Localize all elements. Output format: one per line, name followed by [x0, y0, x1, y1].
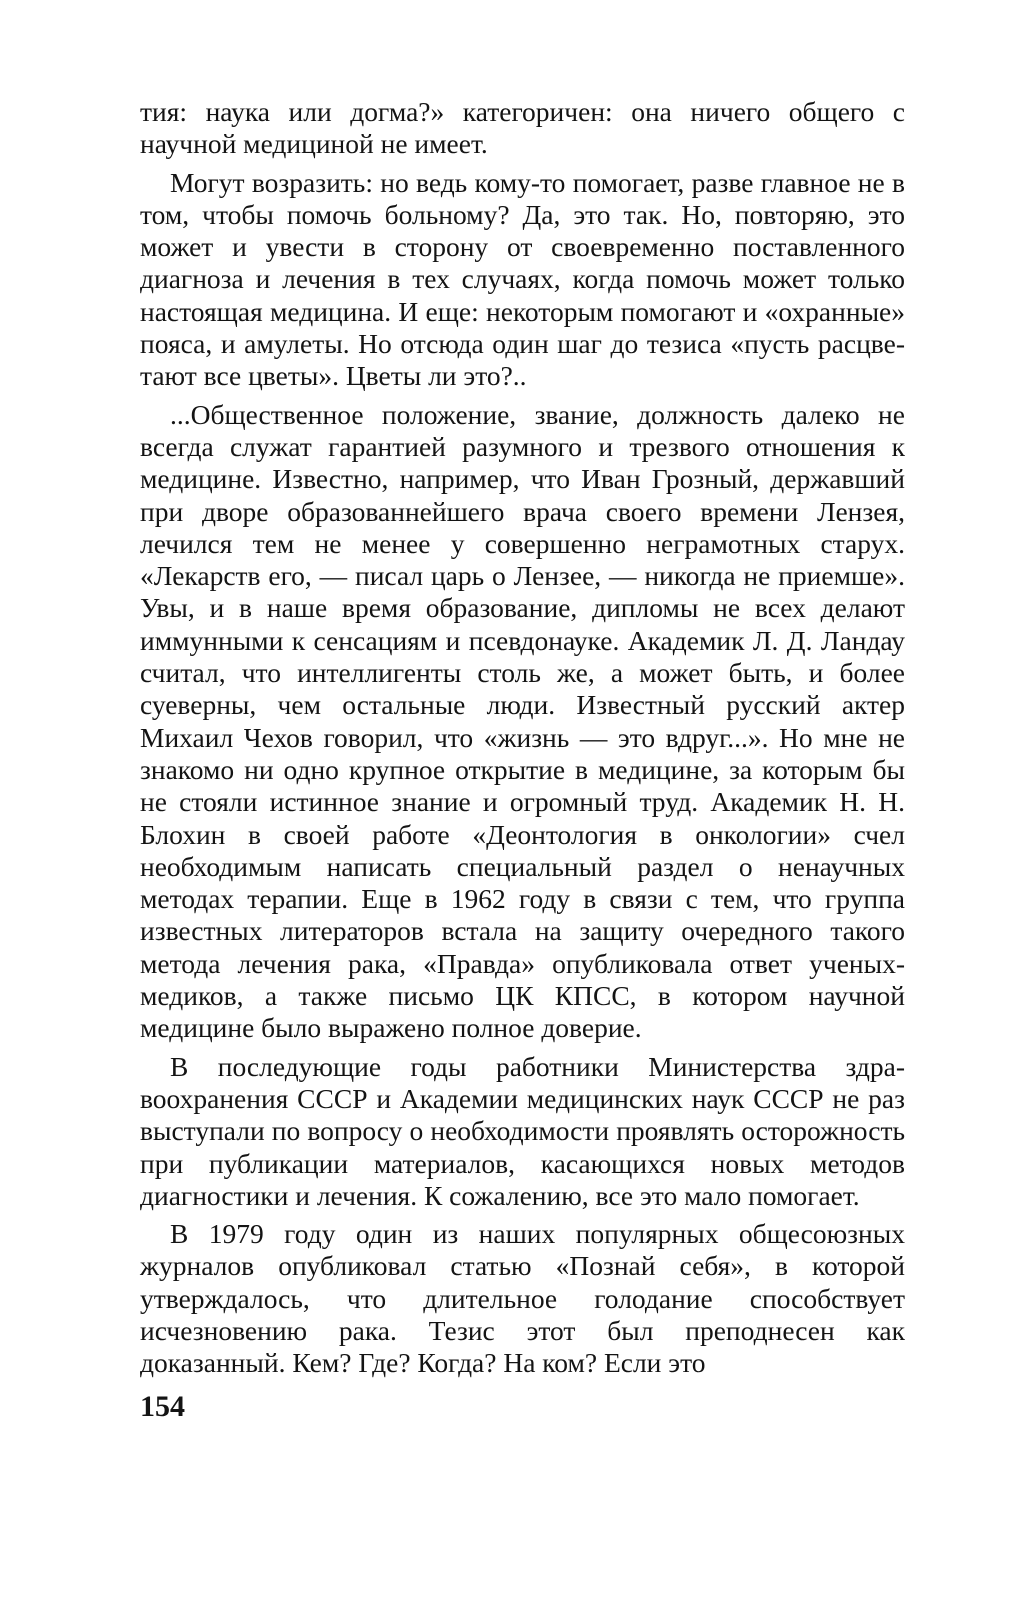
- paragraph: ...Общественное положение, звание, должность далеко не всегда служат гарантией разумного и трезвого отношения к медицине. Известно, например, что Иван Грозный, державший при дворе образованнейшего врача своего времени Лензея, лечился тем не менее у совершенно неграмотных старух. «Лекарств его, — писал царь о Лензее, — никогда не приемше». Увы, и в наше время образование, дипломы не всех делают иммунными к сенсациям и псевдонауке. Академик Л. Д. Ландау считал, что интеллигенты столь же, а может быть, и более суеверны, чем остальные люди. Известный русский актер Михаил Чехов говорил, что «жизнь — это вдруг...». Но мне не знакомо ни одно крупное открытие в медицине, за которым бы не стояли истинное знание и огромный труд. Академик Н. Н. Блохин в своей работе «Деонтология в онкологии» счел необходимым написать специальный раздел о ненаучных методах терапии. Еще в 1962 году в связи с тем, что группа известных литераторов встала на защиту очередного такого метода лечения рака, «Правда» опубликовала ответ ученых-медиков, а также письмо ЦК КПСС, в котором научной медицине было выражено полное доверие.: [140, 398, 905, 1044]
- paragraph: В 1979 году один из наших популярных общесоюзных журналов опубликовал статью «Познай себя», в которой утверждалось, что длительное голодание способствует исчезновению рака. Тезис этот был преподнесен как доказанный. Кем? Где? Когда? На ком? Если это: [140, 1218, 905, 1379]
- page-number: 154: [140, 1390, 185, 1423]
- paragraph: В последующие годы работники Министерства здравоохранения СССР и Академии медицинских наук СССР не раз выступали по вопросу о необходимости проявлять осторожность при публикации материалов, касающихся новых методов диагностики и лечения. К сожалению, все это мало помогает.: [140, 1050, 905, 1211]
- paragraph: Могут возразить: но ведь кому-то помогает, разве главное не в том, чтобы помочь больному? Да, это так. Но, повторяю, это может и увести в сторону от своевременно поставленного диагноза и лечения в тех случаях, когда помочь может только настоящая медицина. И еще: некоторым помогают и «охранные» пояса, и амулеты. Но отсюда один шаг до тезиса «пусть расцветают все цветы». Цветы ли это?..: [140, 166, 905, 392]
- book-page-text: [140, 96, 905, 1380]
- paragraph-continuation: тия: наука или догма?» категоричен: она ничего общего с научной медициной не имеет.: [140, 96, 905, 160]
